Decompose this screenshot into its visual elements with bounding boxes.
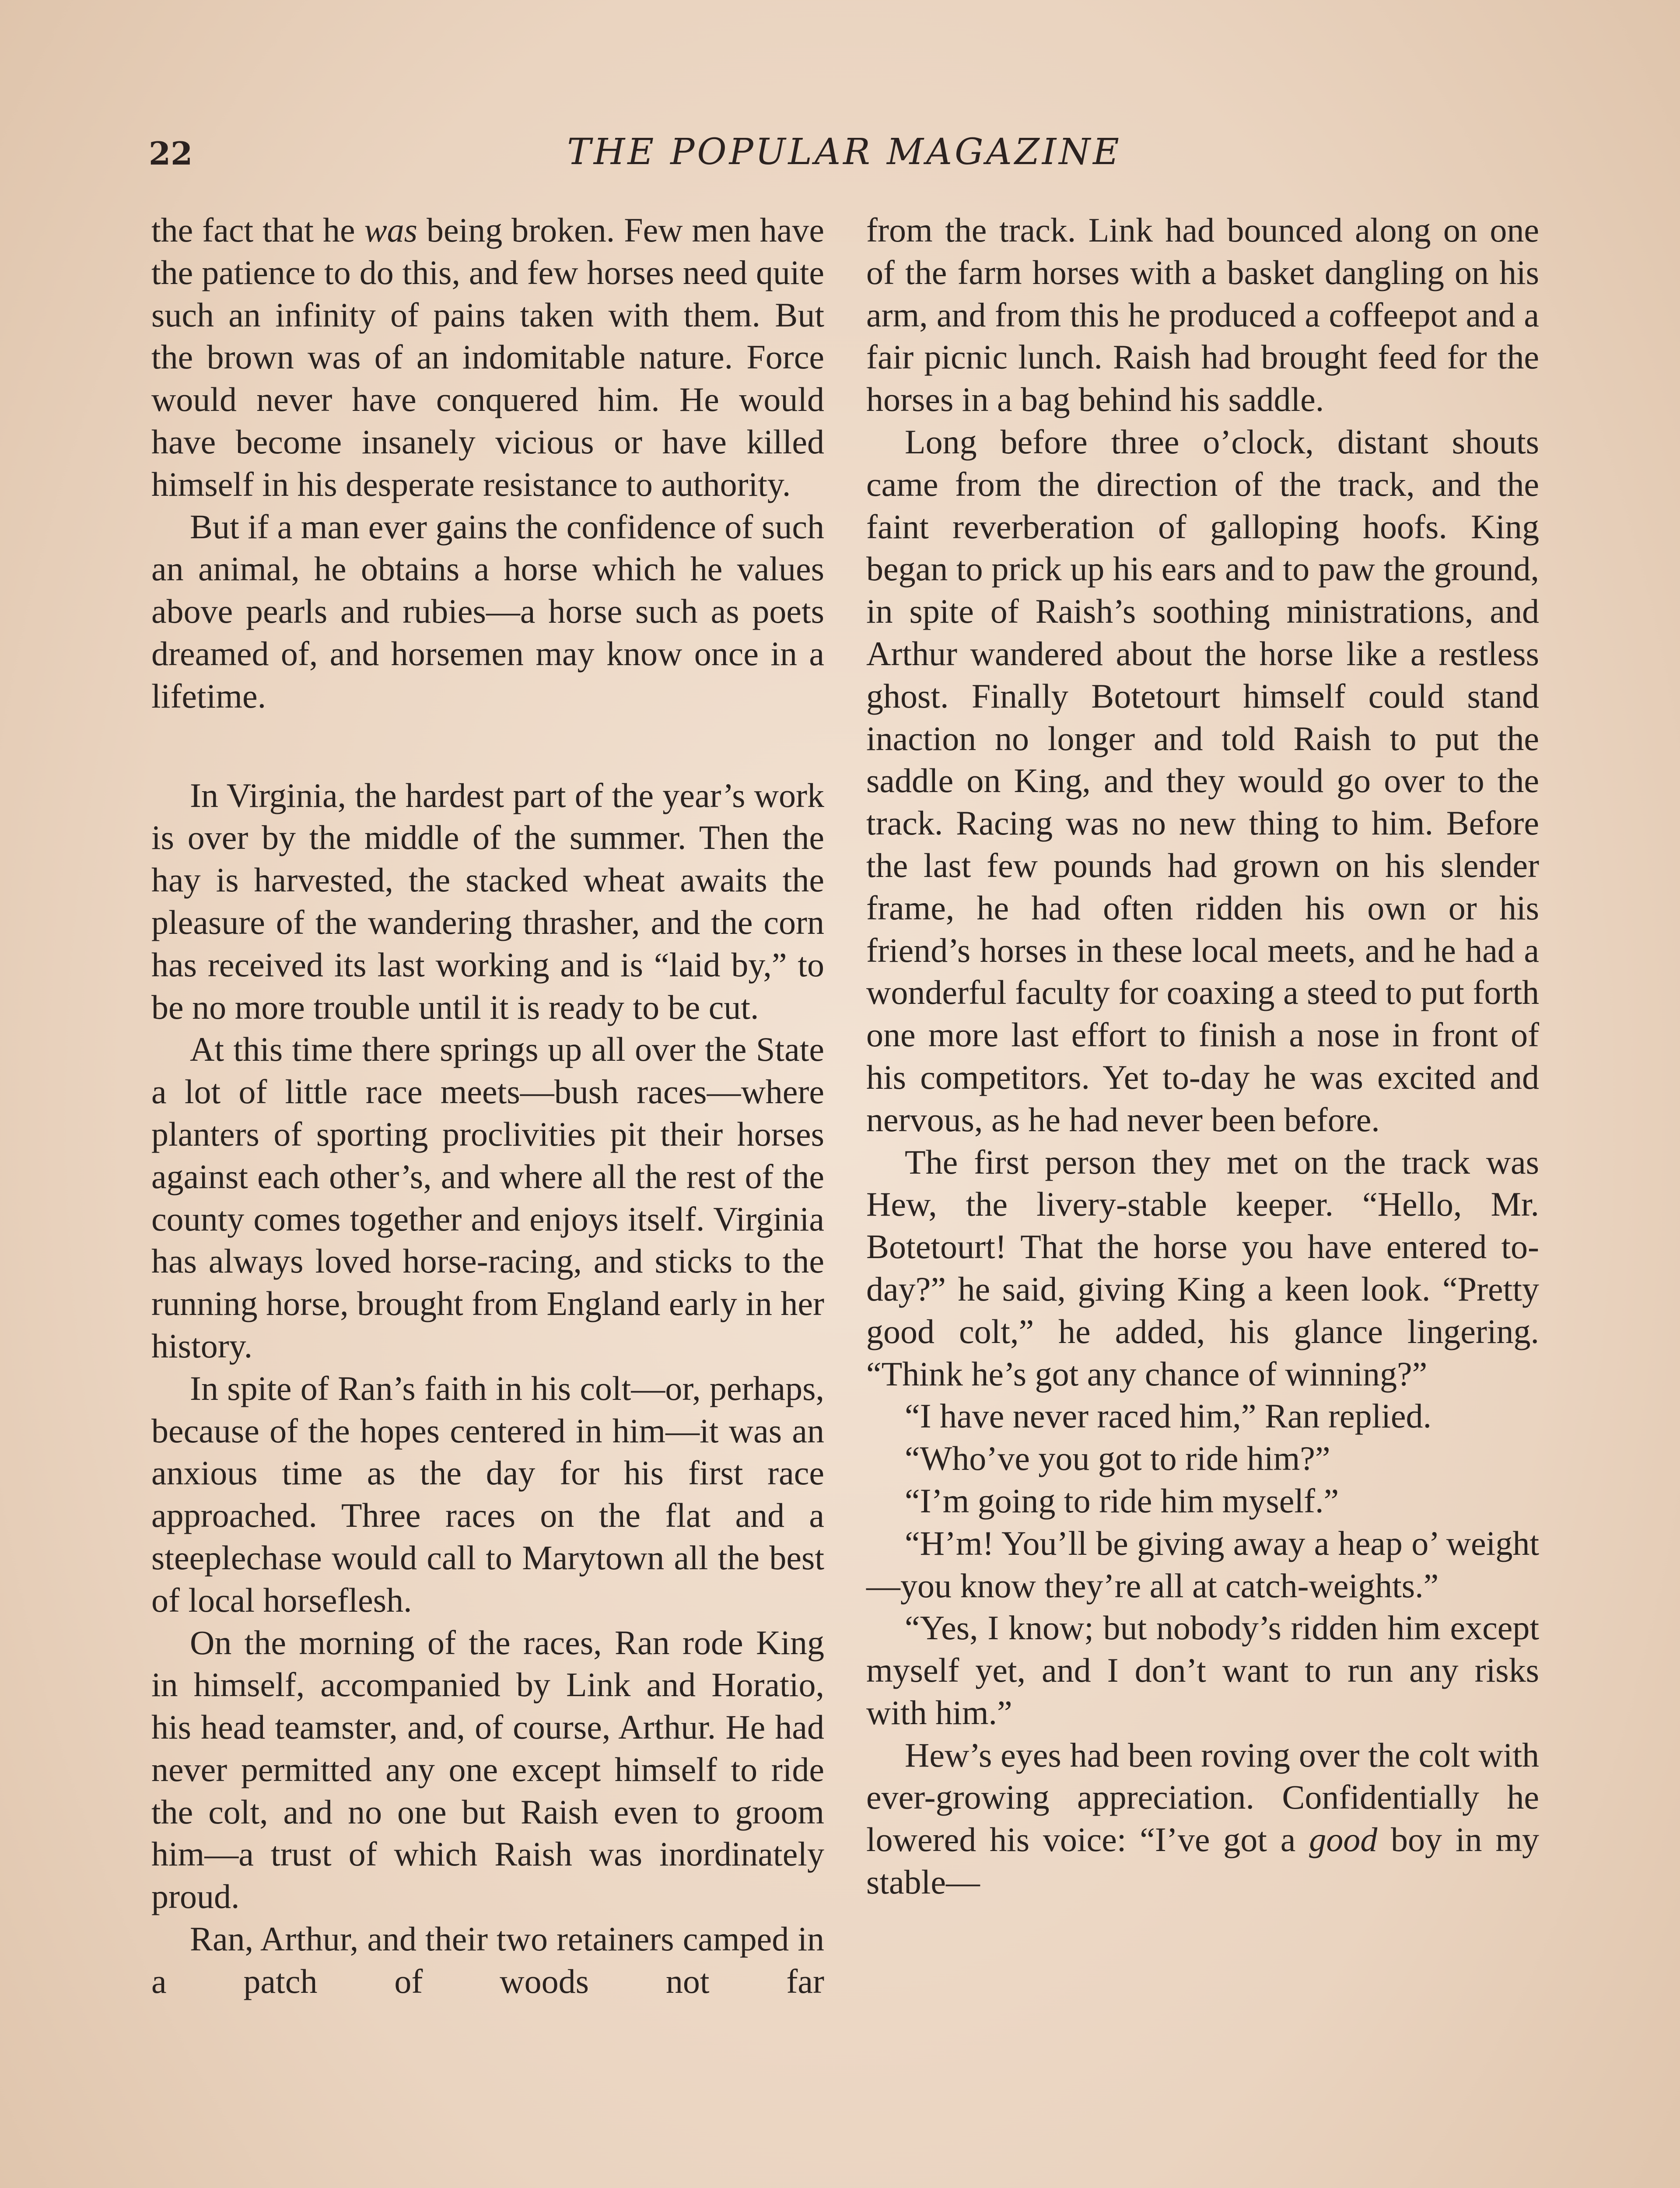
- paragraph: “I have never raced him,” Ran replied.: [905, 1397, 1432, 1435]
- page-header: [149, 131, 1540, 179]
- left-column: [151, 209, 824, 2003]
- paragraph: At this time there springs up all over the State a lot of little race meets—bush races—where planters of sporting proclivities pit their horses against each other’s, and where all the rest of the county comes together and enjoys itself. Virginia has always loved horse-racing, and sticks to the running horse, brought from England early in her history.: [151, 1030, 824, 1365]
- page-number: 22: [149, 135, 193, 172]
- paragraph-text: the fact that he: [151, 211, 364, 249]
- paragraph: from the track. Link had bounced along on one of the farm horses with a basket dangling on his arm, and from this he produced a coffeepot and a fair picnic lunch. Raish had brought feed for the horses in a bag behind his saddle.: [866, 211, 1539, 419]
- paragraph: “I’m going to ride him myself.”: [905, 1481, 1339, 1520]
- paragraph: In Virginia, the hardest part of the year’s work is over by the middle of the summer. Then the hay is harvested, the stacked wheat awaits the pleasure of the wandering thrasher, and the corn has received its last working and is “laid by,” to be no more trouble until it is ready to be cut.: [151, 776, 824, 1026]
- paragraph: [866, 1734, 1539, 1904]
- paragraph: On the morning of the races, Ran rode King in himself, accompanied by Link and Horatio, his head teamster, and, of course, Arthur. He had never permitted any one except himself to ride the colt, and no one but Raish even to groom him—a trust of which Raish was inordinately proud.: [151, 1623, 824, 1916]
- paragraph-text: Hew’s eyes had been roving over the colt with ever-growing appreciation. Confidentially he lowered his voice: “I’ve got a: [866, 1736, 1539, 1859]
- paragraph: “H’m! You’ll be giving away a heap o’ weight—you know they’re all at catch-weights.”: [866, 1524, 1539, 1605]
- running-title: THE POPULAR MAGAZINE: [567, 131, 1122, 173]
- paragraph: “Who’ve you got to ride him?”: [905, 1439, 1330, 1478]
- paragraph-text: boy in my stable—: [866, 1820, 1539, 1901]
- section-break: [151, 718, 824, 775]
- paragraph: “Yes, I know; but nobody’s ridden him except myself yet, and I don’t want to run any risks with him.”: [866, 1609, 1539, 1732]
- emphasis-text: was: [364, 211, 417, 249]
- paragraph: But if a man ever gains the confidence of such an animal, he obtains a horse which he values above pearls and rubies—a horse such as poets dreamed of, and horsemen may know once in a lifetime.: [151, 507, 824, 715]
- paragraph: The first person they met on the track was Hew, the livery-stable keeper. “Hello, Mr. Botetourt! That the horse you have entered to-day?” he said, giving King a keen look. “Pretty good colt,” he added, his glance lingering. “Think he’s got any chance of winning?”: [866, 1143, 1539, 1393]
- right-column: [866, 209, 1539, 1904]
- paragraph: In spite of Ran’s faith in his colt—or, perhaps, because of the hopes centered in him—it was an anxious time as the day for his first race approached. Three races on the flat and a steeplechase would call to Marytown all the best of local horseflesh.: [151, 1369, 824, 1619]
- paragraph: Ran, Arthur, and their two retainers camped in a patch of woods not far: [151, 1920, 824, 2000]
- paragraph-text: being broken. Few men have the patience to do this, and few horses need quite such an infinity of pains taken with them. But the brown was of an indomitable nature. Force would never have conquered him. He would have become insanely vicious or have killed himself in his desperate resistance to authority.: [151, 211, 825, 503]
- emphasis-text: good: [1309, 1820, 1378, 1859]
- paragraph: [151, 209, 824, 506]
- paragraph: Long before three o’clock, distant shouts came from the direction of the track, and the faint reverberation of galloping hoofs. King began to prick up his ears and to paw the ground, in spite of Raish’s soothing ministrations, and Arthur wandered about the horse like a restless ghost. Finally Botetourt himself could stand inaction no longer and told Raish to put the saddle on King, and they would go over to the track. Racing was no new thing to him. Before the last few pounds had grown on his slender frame, he had often ridden his own or his friend’s horses in these local meets, and he had a wonderful faculty for coaxing a steed to put forth one more last effort to finish a nose in front of his competitors. Yet to-day he was excited and nervous, as he had never been before.: [866, 422, 1539, 1139]
